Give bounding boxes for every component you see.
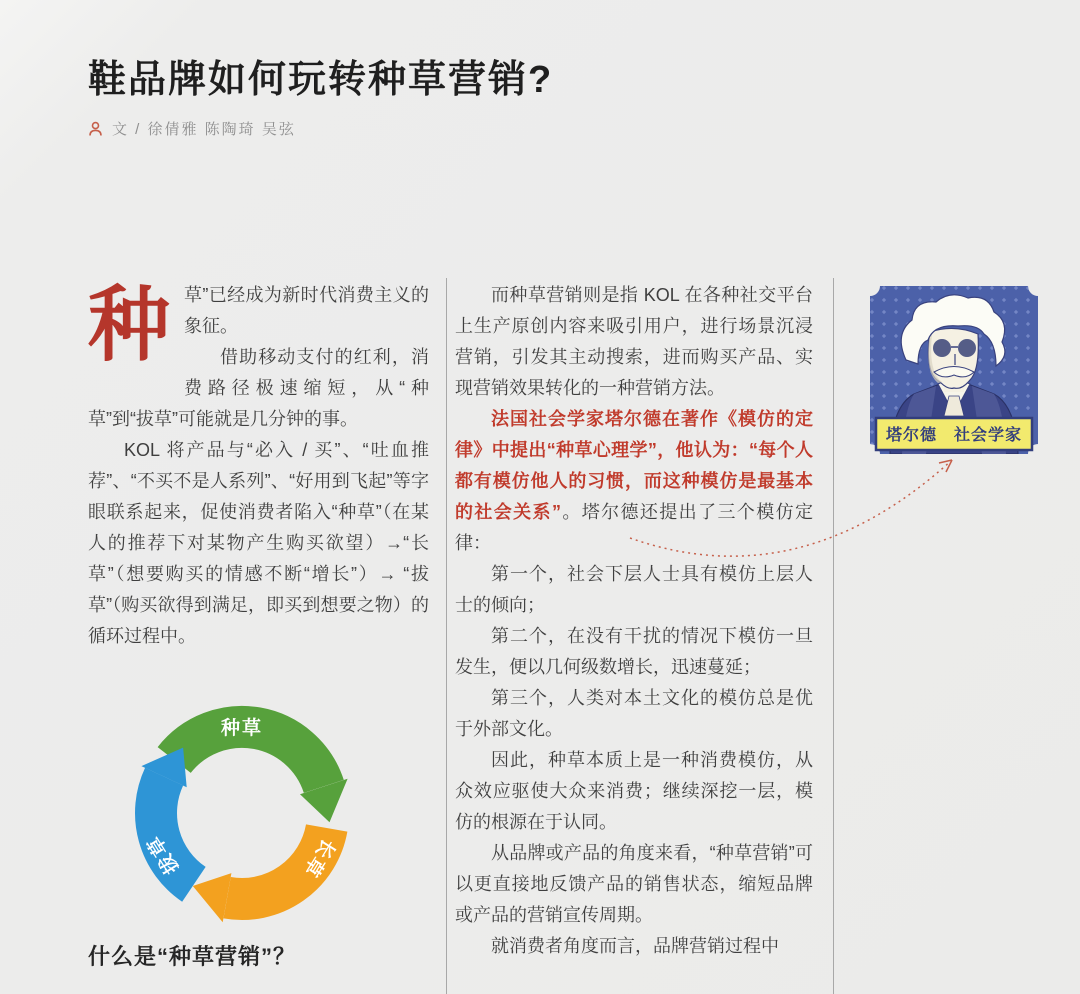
paragraph: 草”已经成为新时代消费主义的象征。 — [184, 285, 429, 336]
paragraph: 第二个，在没有干扰的情况下模仿一旦发生，便以几何级数增长，迅速蔓延； — [455, 626, 813, 677]
paragraph: KOL 将产品与“必入 / 买”、“吐血推荐”、“不买不是人系列”、“好用到飞起”等字眼联系起来，促使消费者陷入“种草”（在某人的推荐下对某物产生购买欲望）→“长草”（想要购买的情感不断“增长”）→ “拔草”（购买欲得到满足，即买到想要之物）的循环过程中。 — [88, 440, 429, 646]
paragraph: 因此，种草本质上是一种消费模仿，从众效应驱使大众来消费；继续深挖一层，模仿的根源在于认同。 — [455, 750, 813, 832]
cycle-label-pull: 拔草 — [143, 830, 184, 878]
byline — [88, 118, 296, 139]
glasses-left-lens — [933, 339, 951, 357]
seeding-cycle-diagram — [122, 693, 362, 933]
section-heading: 什么是“种草营销”？ — [88, 944, 297, 969]
column-divider-left — [446, 278, 447, 994]
arrow-head — [939, 460, 952, 472]
paragraph: 从品牌或产品的角度来看，“种草营销”可以更直接地反馈产品的销售状态，缩短品牌或产品的营销宣传周期。 — [455, 843, 813, 925]
column-divider-right — [833, 278, 834, 994]
author-icon — [88, 121, 103, 137]
tarde-portrait-card — [866, 282, 1042, 458]
paragraph: 第三个，人类对本土文化的模仿总是优于外部文化。 — [455, 688, 813, 739]
paragraph-continuation: 。塔尔德还提出了三个模仿定律： — [455, 502, 813, 553]
paragraph: 而种草营销则是指 KOL 在各种社交平台上生产原创内容来吸引用户，进行场景沉浸营销，引发其主动搜索，进而购买产品、实现营销效果转化的一种营销方法。 — [455, 285, 813, 398]
red-emphasis-text: 法国社会学家塔尔德在著作《模仿的定律》中提出“种草心理学”，他认为：“每个人都有模仿他人的习惯，而这种模仿是最基本的社会关系” — [455, 409, 813, 522]
page-title: 鞋品牌如何玩转种草营销? — [88, 59, 554, 101]
left-column — [88, 280, 429, 680]
cycle-label-seed: 种草 — [220, 718, 264, 739]
right-column — [455, 280, 813, 994]
cycle-label-grow: 长草 — [298, 834, 339, 882]
dropcap: 种 — [88, 280, 171, 371]
glasses-right-lens — [958, 339, 976, 357]
paragraph: 第一个，社会下层人士具有模仿上层人士的倾向； — [455, 564, 813, 615]
paragraph: 就消费者角度而言，品牌营销过程中 — [491, 936, 779, 956]
portrait-caption: 塔尔德 社会学家 — [885, 427, 1023, 444]
paragraph: 借助移动支付的红利，消费路径极速缩短，从“种草”到“拔草”可能就是几分钟的事。 — [88, 347, 429, 429]
byline-text: 文 / 徐倩雅 陈陶琦 吴弦 — [112, 121, 296, 138]
paragraph-highlighted — [455, 404, 813, 559]
